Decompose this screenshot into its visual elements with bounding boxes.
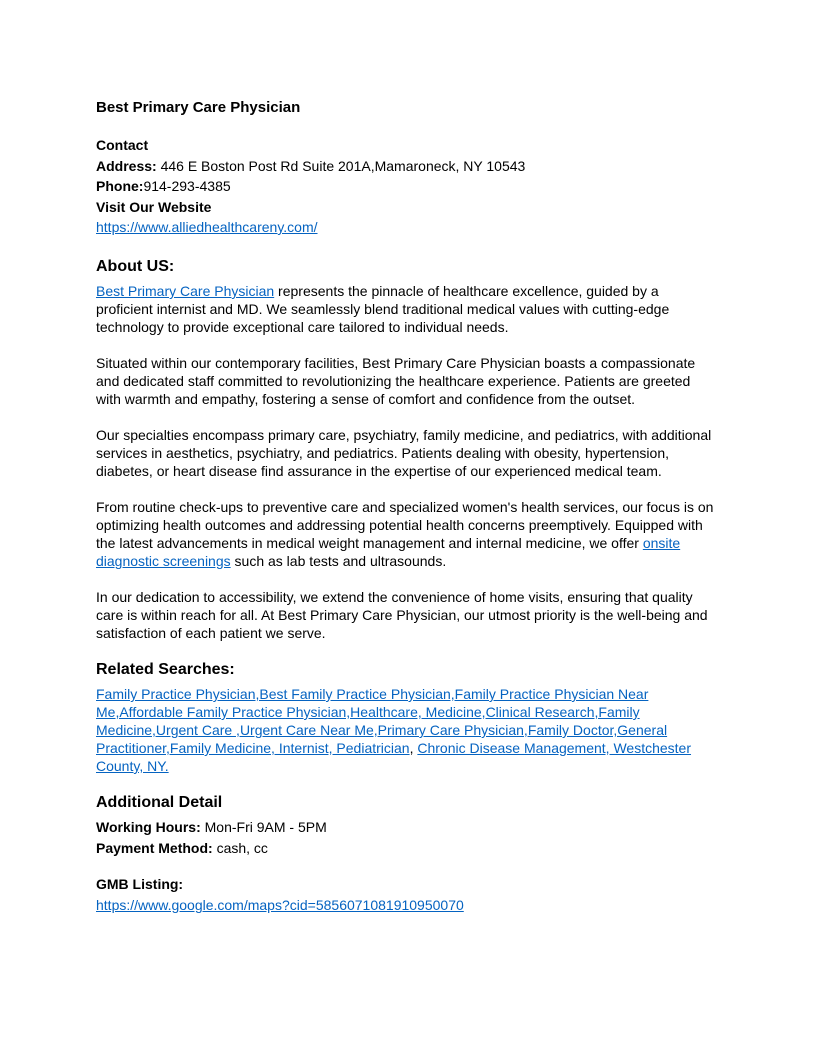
contact-phone-line: [96, 177, 716, 195]
about-heading: About US:: [96, 258, 175, 275]
gmb-listing-link[interactable]: https://www.google.com/maps?cid=5856071081910950070: [96, 897, 464, 913]
payment-method-value: cash, cc: [212, 839, 268, 856]
contact-heading: Contact: [96, 137, 149, 153]
website-label: Visit Our Website: [96, 198, 212, 215]
about-section: [96, 257, 716, 642]
address-label: Address:: [96, 157, 157, 174]
payment-method-label: Payment Method:: [96, 839, 213, 856]
address-value: 446 E Boston Post Rd Suite 201A,Mamaroneck, NY 10543: [156, 157, 526, 174]
best-primary-care-physician-link[interactable]: Best Primary Care Physician: [96, 283, 275, 299]
contact-address-line: [96, 157, 716, 175]
onsite-diagnostic-screenings-link[interactable]: onsite diagnostic screenings: [96, 535, 681, 569]
about-paragraph-2: Situated within our contemporary facilities, Best Primary Care Physician boasts a compassionate and dedicated staff committed to revolutionizing the healthcare experience. Patients are greeted with warmth and empathy, fostering a sense of comfort and confidence from the outset.: [96, 355, 696, 407]
about-paragraph-1-text: represents the pinnacle of healthcare excellence, guided by a proficient internist and MD. We seamlessly blend traditional medical values with cutting-edge technology to provide exceptional care tailored to individual needs.: [96, 283, 670, 335]
about-paragraph-4: [96, 498, 716, 570]
related-searches-section: [96, 660, 716, 775]
contact-section: [96, 136, 716, 236]
working-hours-value: Mon-Fri 9AM - 5PM: [200, 819, 327, 835]
working-hours-label: Working Hours:: [96, 819, 201, 835]
about-paragraph-3: Our specialties encompass primary care, psychiatry, family medicine, and pediatrics, with additional services in aesthetics, psychiatry, and pediatrics. Patients dealing with obesity, hypertension, diabetes, or heart disease find assurance in the expertise of our experienced medical team.: [96, 427, 712, 479]
about-paragraph-5: In our dedication to accessibility, we extend the convenience of home visits, ensuring that quality care is within reach for all. At Best Primary Care Physician, our utmost priority is the well-being and satisfaction of each patient we serve.: [96, 589, 708, 641]
additional-detail-heading: Additional Detail: [96, 794, 223, 811]
working-hours-line: [96, 818, 716, 836]
related-search-links-group[interactable]: Family Practice Physician,Best Family Practice Physician,Family Practice Physician Near Me,Affordable Family Practice Physician,Healthcare, Medicine,Clinical Research,Family Medicine,Urgent Care ,Urgent Care Near Me,Primary Care Physician,Family Doctor,General Practitioner,Family Medicine, Internist, Pediatrician: [96, 686, 668, 756]
about-paragraph-1: [96, 282, 716, 336]
chronic-disease-management-link[interactable]: Chronic Disease Management, Westchester County, NY.: [96, 740, 692, 774]
phone-label: Phone:: [96, 178, 144, 194]
website-link[interactable]: https://www.alliedhealthcareny.com/: [96, 219, 318, 235]
about-paragraph-4-before: From routine check-ups to preventive care and specialized women's health services, our focus is on optimizing health outcomes and addressing potential health concerns preemptively. Equipped with the latest advancements in medical weight management and internal medicine, we offer: [96, 499, 714, 551]
phone-value: 914-293-4385: [143, 178, 231, 194]
page-title: Best Primary Care Physician: [96, 99, 301, 116]
payment-method-line: [96, 839, 716, 857]
gmb-listing-section: [96, 875, 716, 914]
section-spacer: [96, 859, 716, 875]
additional-detail-section: [96, 793, 716, 857]
related-links-separator: ,: [409, 740, 418, 756]
related-searches-links: [96, 685, 716, 775]
about-paragraph-4-after: such as lab tests and ultrasounds.: [230, 553, 447, 569]
gmb-listing-heading: GMB Listing:: [96, 876, 184, 892]
related-searches-heading: Related Searches:: [96, 661, 235, 678]
